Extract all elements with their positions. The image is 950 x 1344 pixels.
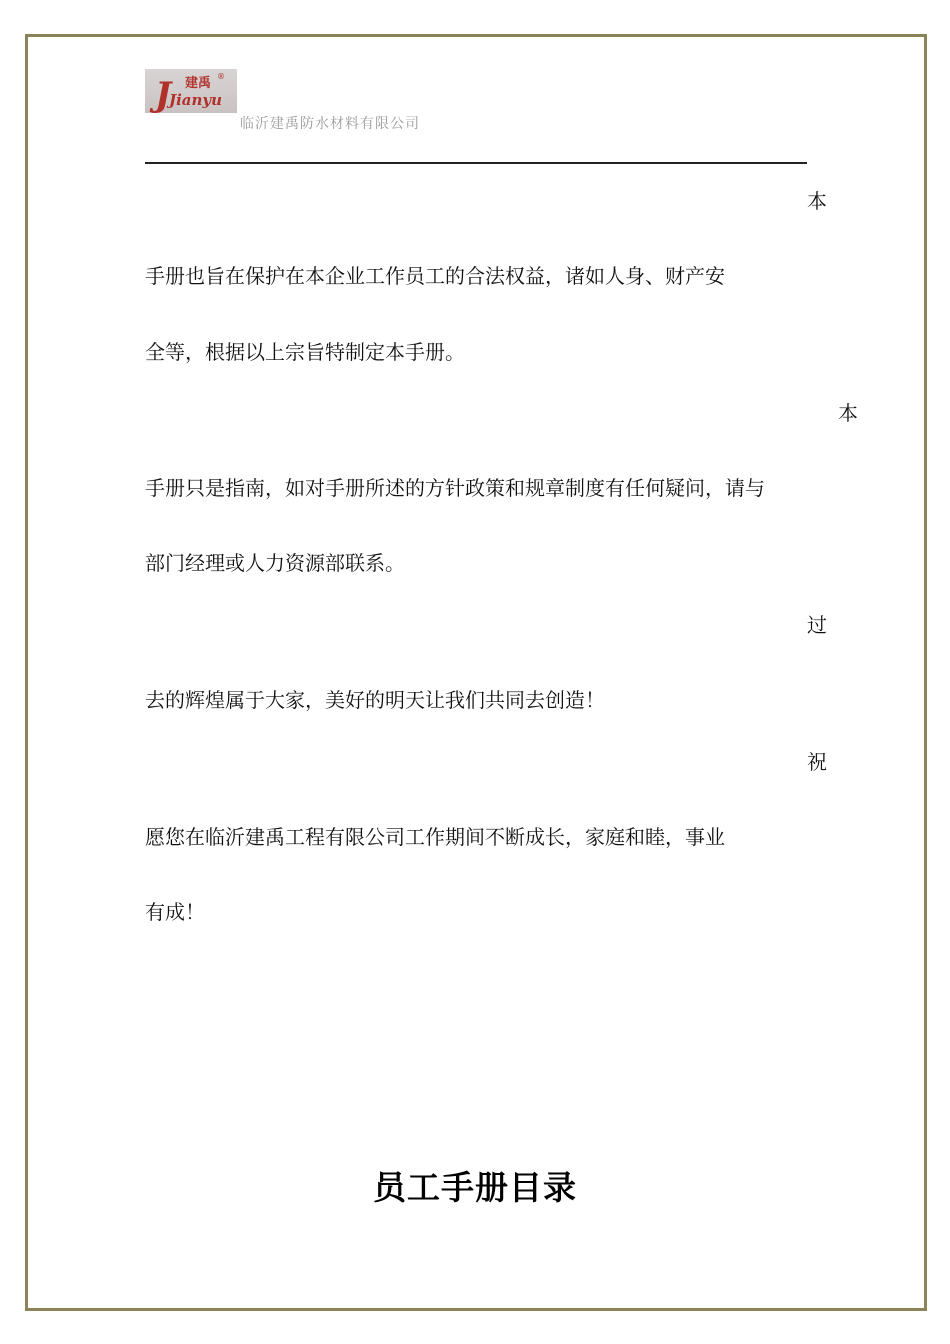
paragraph-1-start: 本: [807, 189, 827, 213]
paragraph-1-line-2: 全等，根据以上宗旨特制定本手册。: [145, 340, 465, 364]
toc-heading: 员工手册目录: [373, 1168, 577, 1207]
logo-cn-text: 建禹: [185, 76, 212, 91]
logo-graphic: [145, 69, 237, 113]
logo-en-text: Jianyu: [169, 91, 223, 109]
paragraph-1-line-1: 手册也旨在保护在本企业工作员工的合法权益，诸如人身、财产安: [145, 264, 725, 288]
registered-mark: ®: [217, 72, 225, 81]
paragraph-3-start: 过: [807, 613, 827, 637]
company-logo: [145, 69, 237, 113]
paragraph-4-start: 祝: [807, 750, 827, 774]
company-name: 临沂建禹防水材料有限公司: [240, 116, 420, 132]
paragraph-2-start: 本: [838, 401, 858, 425]
paragraph-3-line-1: 去的辉煌属于大家，美好的明天让我们共同去创造！: [145, 688, 605, 712]
logo-initial: J: [155, 75, 172, 113]
paragraph-2-line-1: 手册只是指南，如对手册所述的方针政策和规章制度有任何疑问，请与: [145, 476, 765, 500]
paragraph-2-line-2: 部门经理或人力资源部联系。: [145, 551, 405, 575]
paragraph-4-line-1: 愿您在临沂建禹工程有限公司工作期间不断成长，家庭和睦，事业: [145, 825, 725, 849]
header-divider: [145, 162, 807, 164]
page-border: [25, 34, 927, 1311]
paragraph-4-line-2: 有成！: [145, 900, 205, 924]
